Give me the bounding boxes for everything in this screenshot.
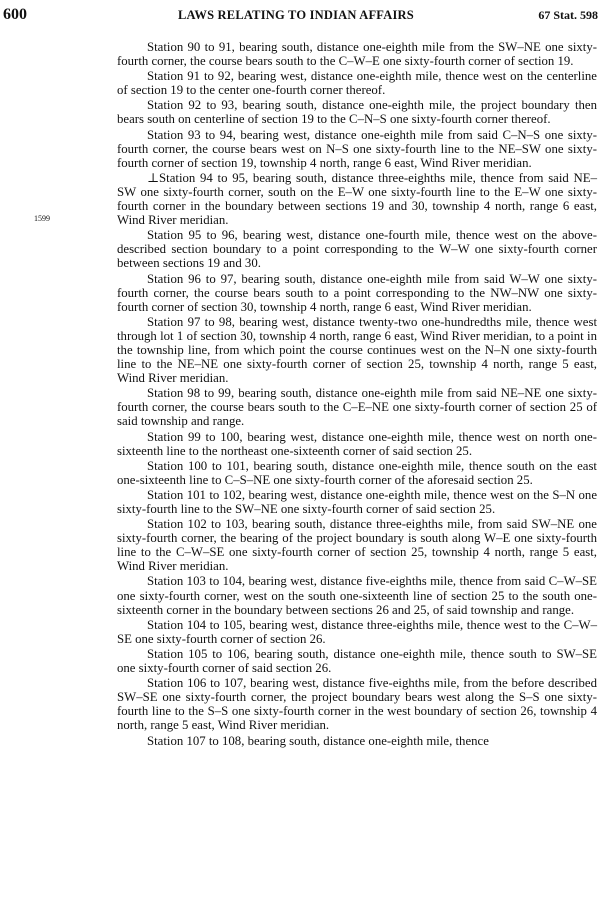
- paragraph: Station 98 to 99, bearing south, distance one-eighth mile from said NE–NE one sixty-fourth corner, the course bears south to the C–E–NE one sixty-fourth corner of section 25 of said township and range.: [117, 386, 597, 429]
- paragraph: Station 106 to 107, bearing west, distance five-eighths mile, from the before described SW–SE one sixty-fourth corner, the project boundary bears west along the S–S one sixty-fourth line to the S–S one sixty-fourth corner in the west boundary of section 26, township 4 north, range 5 east, Wind River meridian.: [117, 676, 597, 733]
- paragraph: ⊥Station 94 to 95, bearing south, distance three-eighths mile, thence from said NE–SW one sixty-fourth corner, south on the E–W one sixty-fourth line to the E–W one sixty-fourth corner in the boundary between sections 19 and 30, township 4 north, range 6 east, Wind River meridian.: [117, 170, 597, 228]
- paragraph: Station 99 to 100, bearing west, distance one-eighth mile, thence west on north one-sixteenth line to the northeast one-sixteenth corner of said section 25.: [117, 429, 597, 458]
- paragraph: Station 103 to 104, bearing west, distance five-eighths mile, thence from said C–W–SE one sixty-fourth corner, west on the south one-sixteenth line of section 25 to the south one-sixteenth corner in the boundary between sections 26 and 25, of said township and range.: [117, 574, 597, 617]
- body-text: [117, 40, 597, 749]
- page-number: 600: [3, 6, 27, 23]
- paragraph: Station 102 to 103, bearing south, distance three-eighths mile, from said SW–NE one sixty-fourth corner, the bearing of the project boundary is south along W–E one sixty-fourth line to the C–W–SE one sixty-fourth corner of section 25, township 4 north, range 5 east, Wind River meridian.: [117, 517, 597, 574]
- paragraph: Station 95 to 96, bearing west, distance one-fourth mile, thence west on the above-described section boundary to a point corresponding to the W–W one sixty-fourth corner between sections 19 and 30.: [117, 228, 597, 271]
- running-title: LAWS RELATING TO INDIAN AFFAIRS: [178, 8, 414, 22]
- paragraph: Station 92 to 93, bearing south, distance one-eighth mile, the project boundary then bears south on centerline of section 19 to the C–N–S one sixty-fourth corner thereof.: [117, 98, 597, 127]
- paragraph: Station 105 to 106, bearing south, distance one-eighth mile, thence south to SW–SE one sixty-fourth corner of said section 26.: [117, 646, 597, 676]
- paragraph: Station 93 to 94, bearing west, distance one-eighth mile from said C–N–S one sixty-fourth corner, the course bears west on N–S one sixty-fourth line to the NE–SW one sixty-fourth corner of section 19, township 4 north, range 6 east, Wind River meridian.: [117, 127, 597, 170]
- paragraph: Station 90 to 91, bearing south, distance one-eighth mile from the SW–NE one sixty-fourth corner, the course bears south to the C–W–E one sixty-fourth corner of section 19.: [117, 40, 597, 69]
- paragraph: Station 101 to 102, bearing west, distance one-eighth mile, thence west on the S–N one sixty-fourth line to the SW–NE one sixty-fourth corner of said section 25.: [117, 487, 597, 516]
- paragraph: Station 96 to 97, bearing south, distance one-eighth mile from said W–W one sixty-fourth corner, the course bears south to a point corresponding to the NW–NW one sixty-fourth corner of section 30, township 4 north, range 6 east, Wind River meridian.: [117, 271, 597, 314]
- paragraph: Station 104 to 105, bearing west, distance three-eighths mile, thence west to the C–W–SE one sixty-fourth corner of section 26.: [117, 617, 597, 646]
- stat-citation: 67 Stat. 598: [538, 8, 598, 22]
- paragraph: Station 100 to 101, bearing south, distance one-eighth mile, thence south on the east one-sixteenth line to C–S–NE one sixty-fourth corner of the aforesaid section 25.: [117, 458, 597, 487]
- paragraph: Station 107 to 108, bearing south, distance one-eighth mile, thence: [147, 733, 489, 748]
- margin-page-reference: 1599: [34, 214, 50, 223]
- paragraph: Station 97 to 98, bearing west, distance twenty-two one-hundredths mile, thence west through lot 1 of section 30, township 4 north, range 6 east, Wind River meridian, to a point in the township line, from which point the course continues west on the N–N one sixty-fourth line to the NE–NE one sixty-fourth corner of section 25, township 4 north, range 5 east, Wind River meridian.: [117, 314, 597, 386]
- paragraph: Station 91 to 92, bearing west, distance one-eighth mile, thence west on the centerline of section 19 to the center one-fourth corner thereof.: [117, 69, 597, 98]
- page-header: [0, 6, 604, 28]
